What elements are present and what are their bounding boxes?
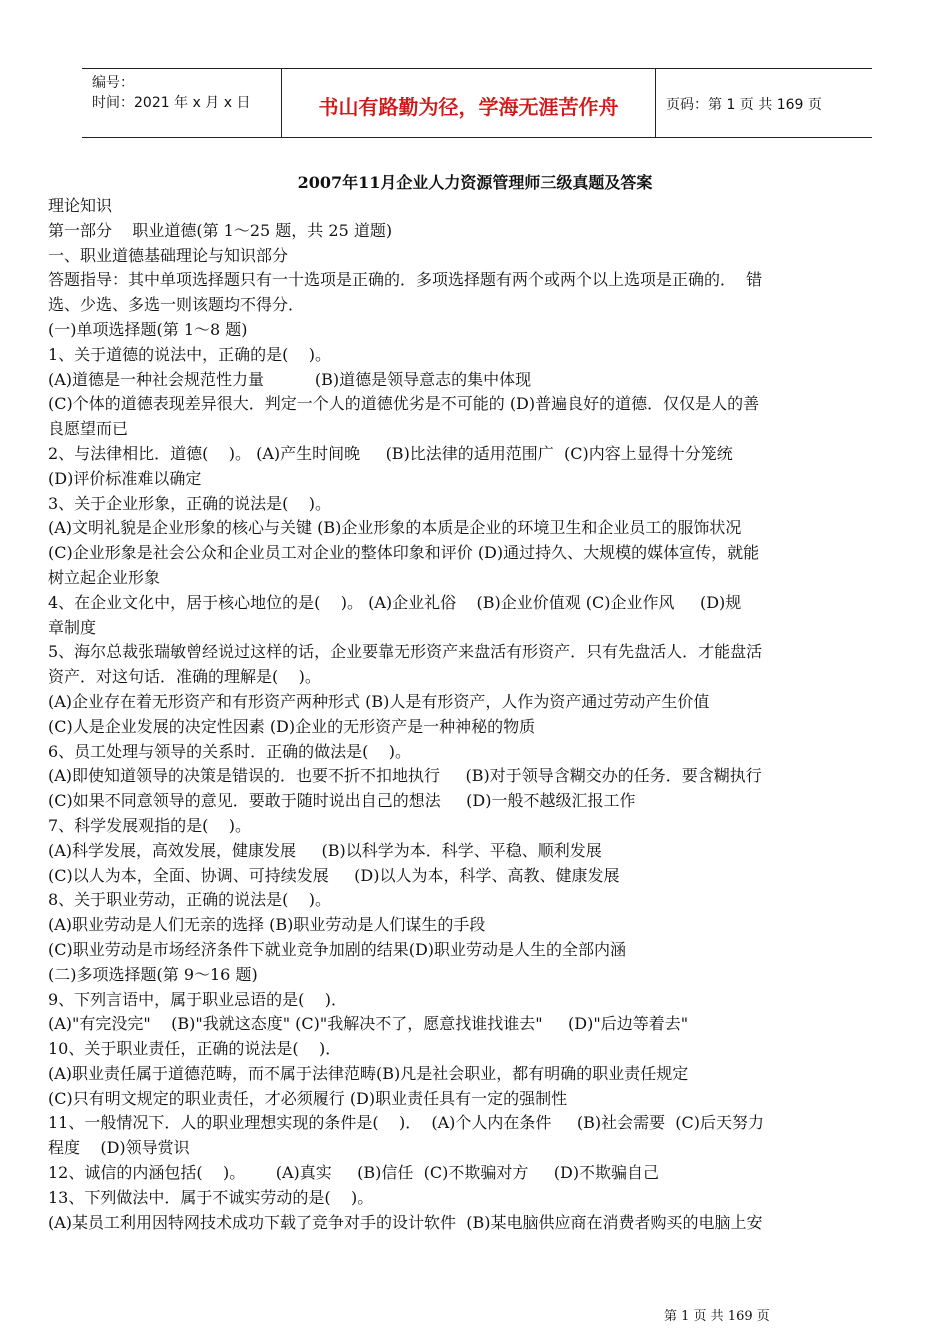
text-line: 13、下列做法中．属于不诚实劳动的是( )。 [48,1187,374,1207]
text-line: 答题指导：其中单项选择题只有一十选项是正确的．多项选择题有两个或两个以上选项是正确的． 错 [48,270,763,290]
text-line: 6、员工处理与领导的关系时．正确的做法是( )。 [48,741,412,761]
document-title: 2007年11月企业人力资源管理师三级真题及答案 [297,173,653,192]
text-line: (A)职业劳动是人们无亲的选择 (B)职业劳动是人们谋生的手段 [48,915,486,935]
page-header [82,68,872,138]
text-line: (C)如果不同意领导的意见．要敢于随时说出自己的想法 (D)一般不越级汇报工作 [48,791,636,811]
text-line: (A)文明礼貌是企业形象的核心与关键 (B)企业形象的本质是企业的环境卫生和企业员工的服饰状况 [48,518,742,538]
text-line: (C)个体的道德表现差异很大．判定一个人的道德优劣是不可能的 (D)普遍良好的道德．仅仅是人的善 [48,394,760,414]
header-motto: 书山有路勤为径，学海无涯苦作舟 [282,69,656,137]
text-line: (C)以人为本，全面、协调、可持续发展 (D)以人为本，科学、高教、健康发展 [48,865,620,885]
text-line: (C)只有明文规定的职业责任，才必须履行 (D)职业责任具有一定的强制性 [48,1088,568,1108]
text-line: 良愿望而已 [48,419,129,439]
text-line: 资产．对这句话．准确的理解是( )。 [48,667,321,687]
text-line: (A)某员工利用因特网技术成功下载了竞争对手的设计软件 (B)某电脑供应商在消费者购买的电脑上安 [48,1212,763,1232]
text-line: (A)科学发展，高效发展，健康发展 (B)以科学为本．科学、平稳、顺利发展 [48,840,602,860]
text-line: 一、职业道德基础理论与知识部分 [48,245,289,265]
header-meta-cell [82,69,282,137]
text-line: 理论知识 [48,196,113,215]
text-line: 2、与法律相比．道德( )。 (A)产生时间晚 (B)比法律的适用范围广 (C)内容上显得十分笼统 [48,443,733,463]
text-line: (A)企业存在着无形资产和有形资产两种形式 (B)人是有形资产，人作为资产通过劳动产生价值 [48,691,710,711]
text-line: 12、诚信的内涵包括( )。 (A)真实 (B)信任 (C)不欺骗对方 (D)不欺骗自己 [48,1163,660,1183]
text-line: (A)即使知道领导的决策是错误的．也要不折不扣地执行 (B)对于领导含糊交办的任务．要含糊执行 [48,766,762,786]
document-time: 时间：2021 年 x 月 x 日 [92,95,251,111]
header-page-info: 页码：第 1 页 共 169 页 [666,97,822,113]
text-line: 9、下列言语中，属于职业忌语的是( )． [48,989,348,1009]
text-line: (A)道德是一种社会规范性力量 (B)道德是领导意志的集中体现 [48,369,532,389]
text-line: (C)企业形象是社会公众和企业员工对企业的整体印象和评价 (D)通过持久、大规模的媒体宣传，就能 [48,543,760,563]
text-line: 树立起企业形象 [48,567,161,587]
document-number: 编号： [92,75,134,91]
text-line: (A)职业责任属于道德范畴，而不属于法律范畴(B)凡是社会职业，都有明确的职业责任规定 [48,1063,689,1083]
text-line: 选、少选、多选一则该题均不得分． [48,295,305,315]
text-line: 第一部分 职业道德(第 1～25 题，共 25 道题) [48,220,393,240]
text-line: (D)评价标准难以确定 [48,468,202,488]
text-line: 10、关于职业责任，正确的说法是( )． [48,1039,342,1059]
text-line: 7、科学发展观指的是( )。 [48,815,252,835]
text-line: (A)"有完没完" (B)"我就这态度" (C)"我解决不了，愿意找谁找谁去" (D)"后边等着去" [48,1014,689,1034]
text-line: (C)职业劳动是市场经济条件下就业竞争加剧的结果(D)职业劳动是人生的全部内涵 [48,939,627,959]
text-line: 8、关于职业劳动，正确的说法是( )。 [48,890,332,910]
text-line: 1、关于道德的说法中，正确的是( )。 [48,344,332,364]
text-line: (C)人是企业发展的决定性因素 (D)企业的无形资产是一种神秘的物质 [48,716,536,736]
text-line: 4、在企业文化中，居于核心地位的是( )。 (A)企业礼俗 (B)企业价值观 (C)企业作风 (D)规 [48,592,742,612]
text-line: 程度 (D)领导赏识 [48,1138,190,1158]
text-line: 11、一般情况下．人的职业理想实现的条件是( )． (A)个人内在条件 (B)社会需要 (C)后天努力 [48,1113,764,1133]
document-body [48,194,908,1235]
text-line: 3、关于企业形象，正确的说法是( )。 [48,493,332,513]
text-line: 章制度 [48,617,97,637]
text-line: 5、海尔总裁张瑞敏曾经说过这样的话，企业要靠无形资产来盘活有形资产．只有先盘活人．才能盘活 [48,642,763,662]
page-footer: 第 1 页 共 169 页 [664,1309,770,1324]
text-line: (一)单项选择题(第 1～8 题) [48,319,248,339]
text-line: (二)多项选择题(第 9～16 题) [48,964,258,984]
